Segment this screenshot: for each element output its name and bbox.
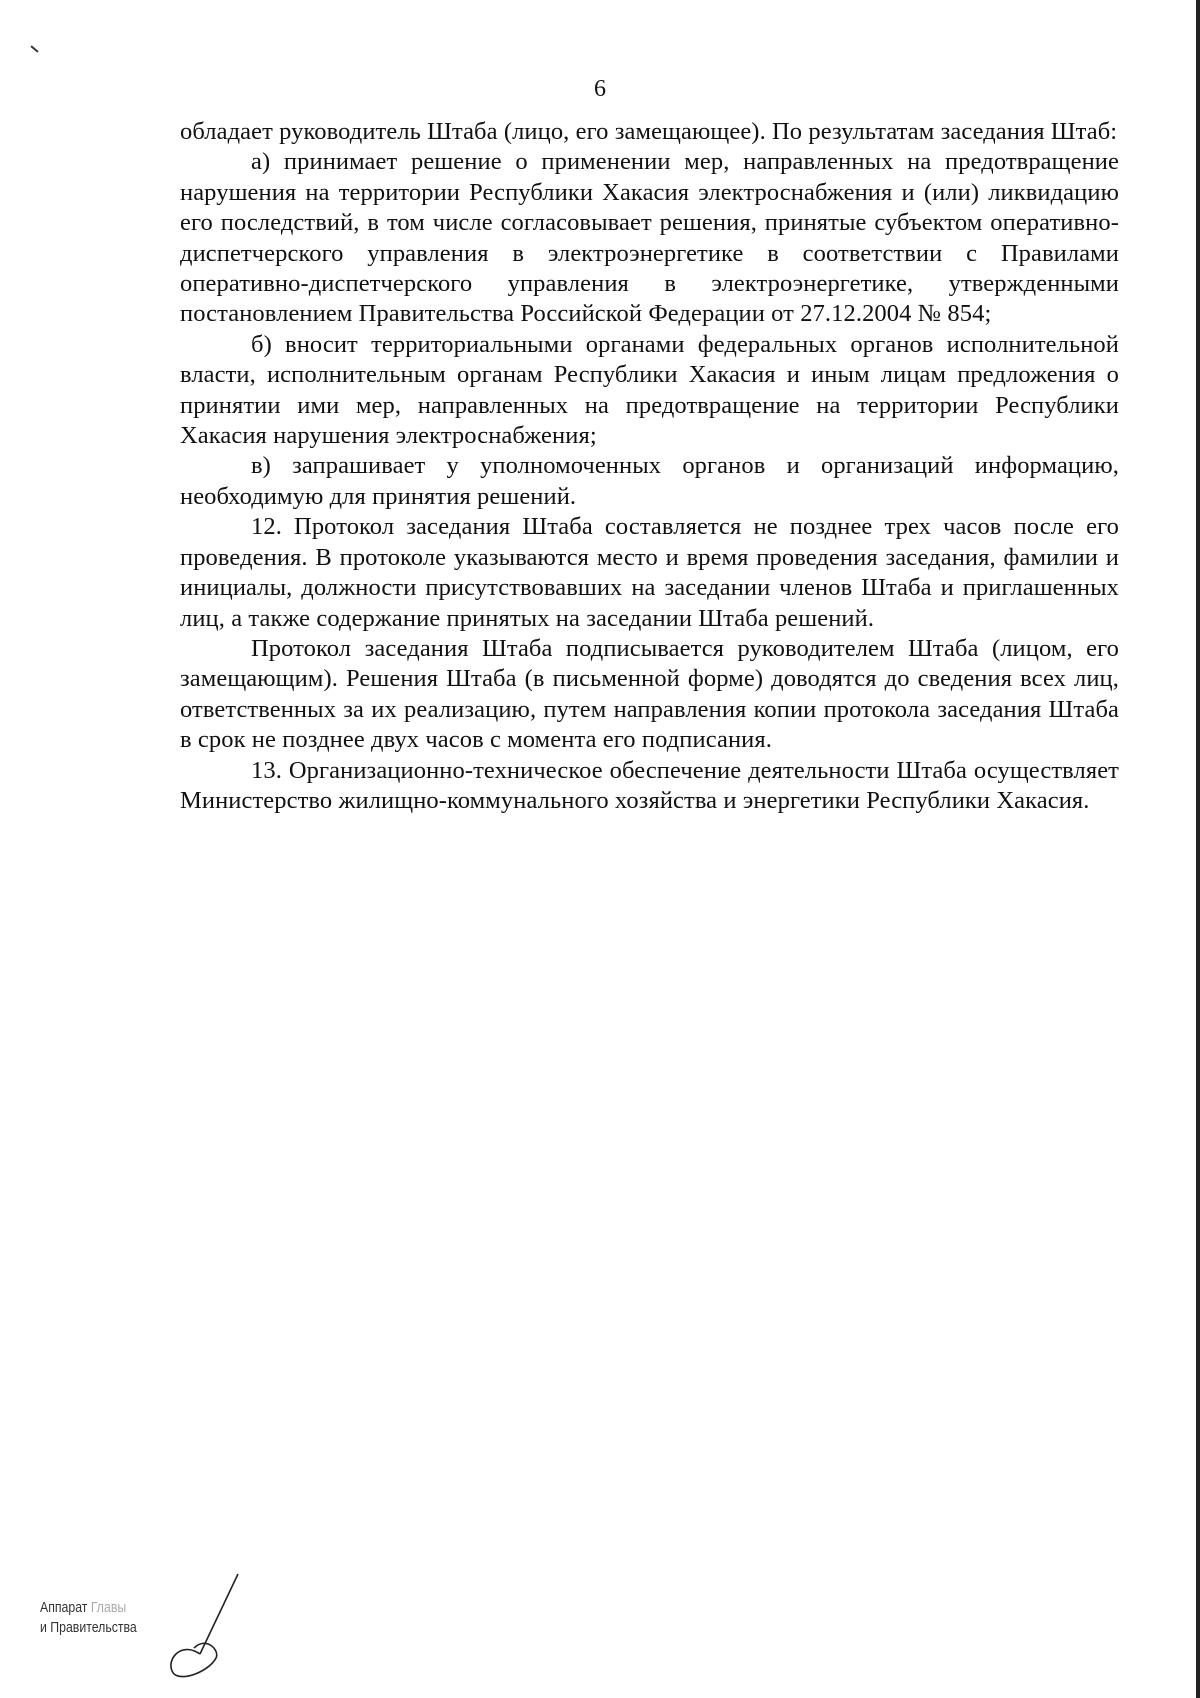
paragraph-item-b: б) вносит территориальными органами федеральных органов исполнительной власти, исполнительным органам Республики Хакасия и иным лицам предложения о принятии ими мер, направленных на предотвращение на территории Республики Хакасия нарушения электроснабжения; (180, 330, 1119, 450)
stamp-line-1-bold: Аппарат (40, 1599, 88, 1616)
paragraph-protocol-signing: Протокол заседания Штаба подписывается руководителем Штаба (лицом, его замещающим). Решения Штаба (в письменной форме) доводятся до сведения всех лиц, ответственных за их реализацию, путем направления копии протокола заседания Штаба в срок не позднее двух часов с момента его подписания. (180, 634, 1119, 754)
paragraph-item-v: в) запрашивает у уполномоченных органов и организаций информацию, необходимую для принятия решений. (180, 452, 1119, 510)
document-body (180, 117, 1119, 816)
page-number: 6 (594, 76, 606, 102)
stamp-line-2-bold: и Правительства (40, 1619, 137, 1636)
paragraph-13: 13. Организационно-техническое обеспечение деятельности Штаба осуществляет Министерство жилищно-коммунального хозяйства и энергетики Республики Хакасия. (180, 756, 1119, 814)
stamp-line-2 (40, 1618, 137, 1638)
stamp-line-1 (40, 1598, 137, 1618)
corner-mark (30, 45, 38, 52)
approval-stamp (40, 1598, 137, 1638)
scan-border (1196, 0, 1200, 1698)
stamp-line-1-faint: Главы (90, 1599, 127, 1616)
paragraph-item-a: а) принимает решение о применении мер, направленных на предотвращение нарушения на территории Республики Хакасия электроснабжения и (или) ликвидацию его последствий, в том числе согласовывает решения, принятые субъектом оперативно-диспетчерского управления в электроэнергетике в соответствии с Правилами оперативно-диспетчерского управления в электроэнергетике, утвержденными постановлением Правительства Российской Федерации от 27.12.2004 № 854; (180, 148, 1119, 328)
handwritten-signature (160, 1570, 250, 1680)
paragraph-12: 12. Протокол заседания Штаба составляется не позднее трех часов после его проведения. В протоколе указываются место и время проведения заседания, фамилии и инициалы, должности присутствовавших на заседании членов Штаба и приглашенных лиц, а также содержание принятых на заседании Штаба решений. (180, 513, 1119, 632)
paragraph-continuation: обладает руководитель Штаба (лицо, его замещающее). По результатам заседания Штаб: (180, 118, 1118, 145)
